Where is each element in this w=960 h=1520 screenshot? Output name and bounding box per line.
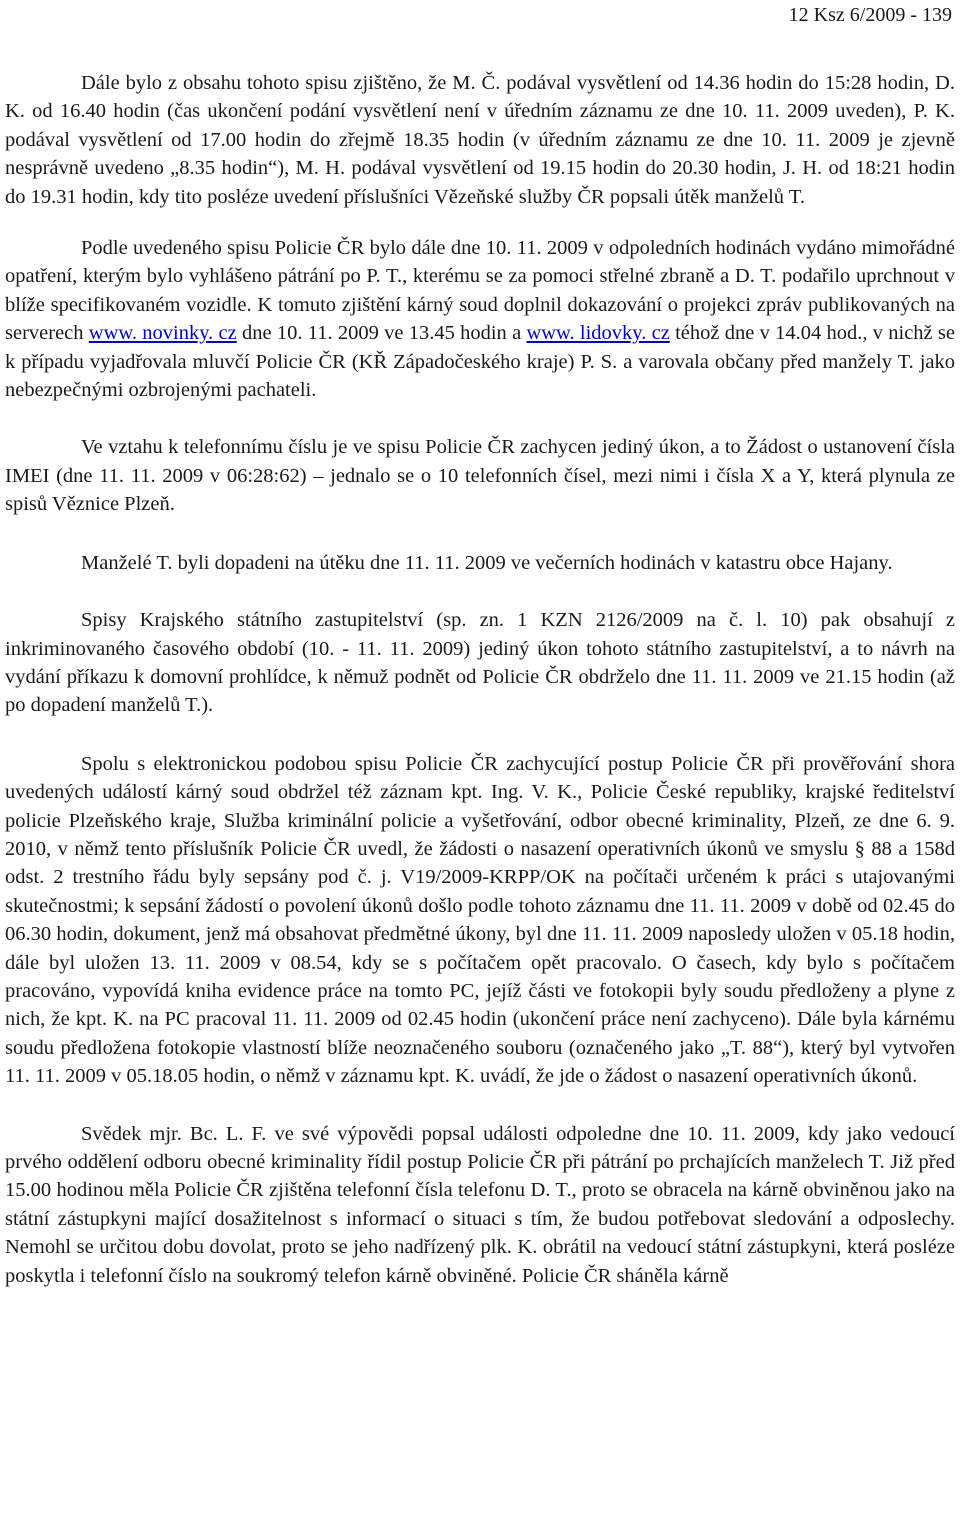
paragraph-statements: Dále bylo z obsahu tohoto spisu zjištěno, že M. Č. podával vysvětlení od 14.36 hodin do 15:28 hodin, D. K. od 16.40 hodin (čas ukončení podání vysvětlení není v úředním záznamu ze dne 10. 11. 2009 uveden), P. K. podával vysvětlení od 17.00 hodin do zřejmě 18.35 hodin (v úředním záznamu ze dne 10. 11. 2009 je zjevně nesprávně uvedeno „8.35 hodin“), M. H. podával vysvětlení od 19.15 hodin do 20.30 hodin, J. H. od 18:21 hodin do 19.31 hodin, kdy tito posléze uvedení příslušníci Vězeňské služby ČR popsali útěk manželů T.: [5, 72, 955, 208]
paragraph-text: Podle uvedeného spisu Policie ČR bylo dále dne 10. 11. 2009 v odpoledních hodinách vydáno mimořádné opatření, kterým bylo vyhlášeno pátrání po P. T., kterému se za pomoci střelné zbraně a D. T. podařilo uprchnout v blíže specifikovaném vozidle. K tomuto zjištění kárný soud doplnil dokazování o projekci zpráv publikovaných na serverech: [5, 237, 955, 345]
paragraph-text: téhož dne v 14.04 hod., v nichž se k případu vyjadřovala mluvčí Policie ČR (KŘ Západočeského kraje) P. S. a varovala občany před manžely T. jako nebezpečnými ozbrojenými pachateli.: [5, 322, 955, 402]
paragraph-capture: Manželé T. byli dopadeni na útěku dne 11. 11. 2009 ve večerních hodinách v katastru obce Hajany.: [81, 551, 893, 574]
case-number-header: 12 Ksz 6/2009 - 139: [788, 4, 952, 26]
paragraph-phone-number: Ve vztahu k telefonnímu číslu je ve spisu Policie ČR zachycen jediný úkon, a to Žádost o ustanovení čísla IMEI (dne 11. 11. 2009 v 06:28:62) – jednalo se o 10 telefonních čísel, mezi nimi i čísla X a Y, která plynula ze spisů Věznice Plzeň.: [5, 436, 955, 516]
document-body: [5, 69, 955, 1290]
link-novinky[interactable]: www. novinky. cz: [88, 322, 237, 345]
paragraph-electronic-file: Spolu s elektronickou podobou spisu Policie ČR zachycující postup Policie ČR při prověřování shora uvedených událostí kárný soud obdržel též záznam kpt. Ing. V. K., Policie České republiky, krajské ředitelství policie Plzeňského kraje, Služba kriminální policie a vyšetřování, odbor obecné kriminality, Plzeň, ze dne 6. 9. 2010, v němž tento příslušník Policie ČR uvedl, že žádosti o nasazení operativních úkonů ve smyslu § 88 a 158d odst. 2 trestního řádu byly sepsány pod č. j. V19/2009-KRPP/OK na počítači určeném k práci s utajovanými skutečnostmi; k sepsání žádostí o povolení úkonů došlo podle tohoto záznamu dne 11. 11. 2009 v době od 02.45 do 06.30 hodin, dokument, jenž má obsahovat předmětné úkony, byl dne 11. 11. 2009 naposledy uložen v 05.18 hodin, dále byl uložen 13. 11. 2009 v 08.54, kdy se s počítačem opět pracovalo. O časech, kdy bylo s počítačem pracováno, vypovídá kniha evidence práce na tomto PC, jejíž části ve fotokopii byly soudu předloženy a plyne z nich, že kpt. K. na PC pracoval 11. 11. 2009 od 02.45 hodin (ukončení práce není zachyceno). Dále byla kárnému soudu předložena fotokopie vlastností blíže neoznačeného souboru (označeného jako „T. 88“), který byl vytvořen 11. 11. 2009 v 05.18.05 hodin, o němž v záznamu kpt. K. uvádí, že jde o žádost o nasazení operativních úkonů.: [5, 752, 955, 1088]
paragraph-text: dne 10. 11. 2009 ve 13.45 hodin a: [236, 322, 527, 345]
link-lidovky[interactable]: www. lidovky. cz: [526, 322, 670, 345]
paragraph-police-file: [5, 234, 955, 404]
paragraph-prosecutor-files: Spisy Krajského státního zastupitelství (sp. zn. 1 KZN 2126/2009 na č. l. 10) pak obsahují z inkriminovaného časového období (10. - 11. 11. 2009) jediný úkon tohoto státního zastupitelství, a to návrh na vydání příkazu k domovní prohlídce, k němuž podnět od Policie ČR obdrželo dne 11. 11. 2009 ve 21.15 hodin (až po dopadení manželů T.).: [5, 609, 955, 717]
paragraph-witness: Svědek mjr. Bc. L. F. ve své výpovědi popsal události odpoledne dne 10. 11. 2009, kdy jako vedoucí prvého oddělení odboru obecné kriminality řídil postup Policie ČR při pátrání po prchajících manželech T. Již před 15.00 hodinou měla Policie ČR zjištěna telefonní čísla telefonu D. T., proto se obracela na kárně obviněnou jako na státní zástupkyni mající dosažitelnost s informací o situaci s tím, že budou potřebovat sledování a odposlechy. Nemohl se určitou dobu dovolat, proto se jeho nadřízený plk. K. obrátil na vedoucí státní zástupkyni, která posléze poskytla i telefonní číslo na soukromý telefon kárně obviněné. Policie ČR sháněla kárně: [5, 1122, 955, 1287]
